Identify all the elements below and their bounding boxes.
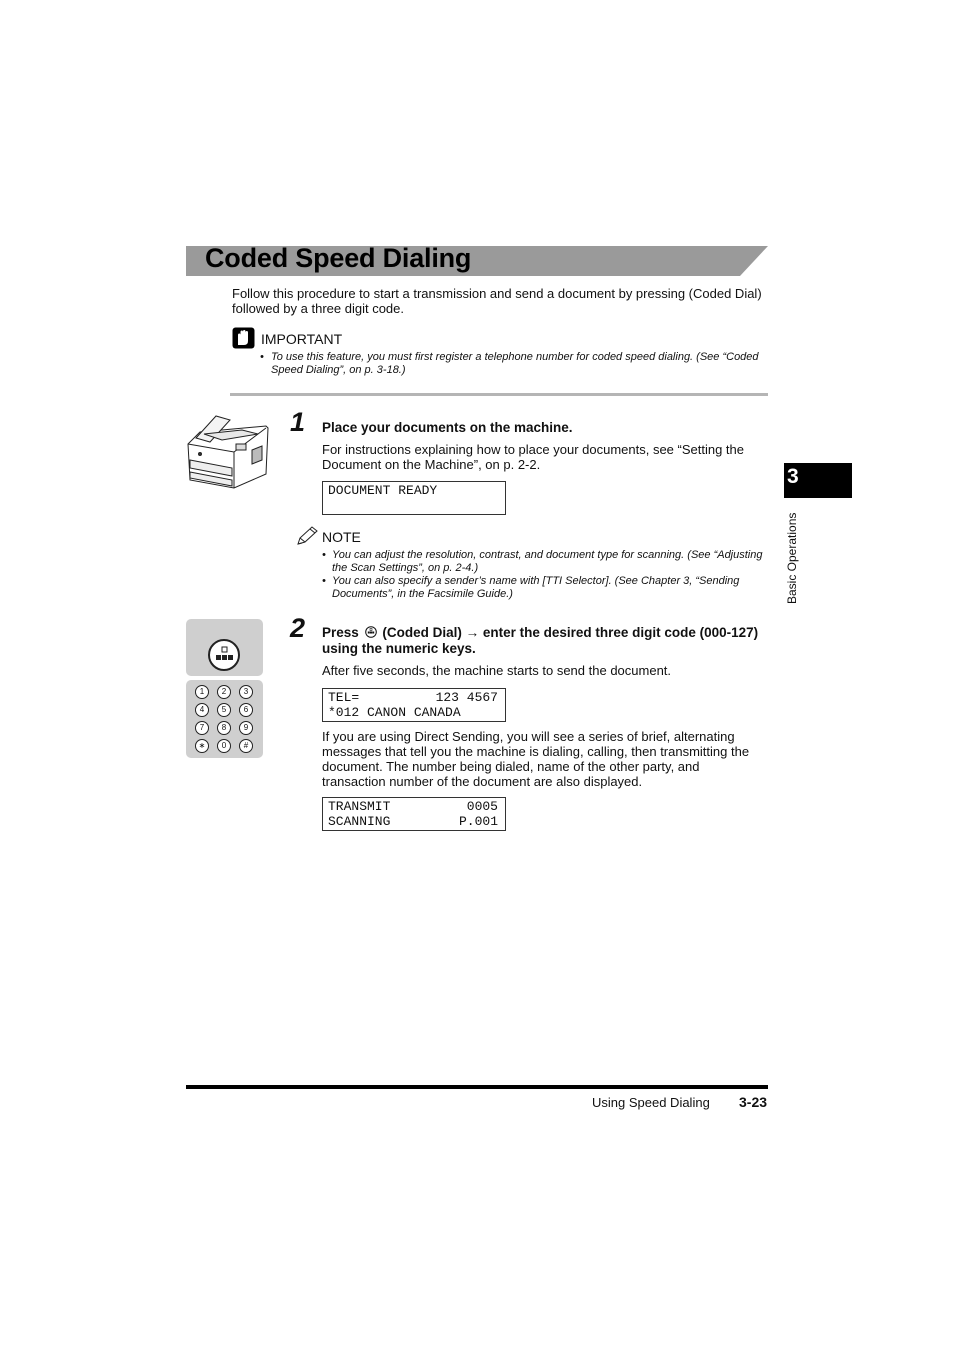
pencil-icon	[296, 526, 318, 546]
footer-section-title: Using Speed Dialing	[592, 1095, 710, 1110]
keypad-key-3: 3	[239, 685, 253, 699]
important-bullet: To use this feature, you must first register a telephone number for coded speed dialing. (See “Coded Speed Dialing”, on p. 3-18.)	[271, 351, 759, 376]
lcd-line-2-right: P.001	[458, 814, 498, 829]
step-text: After five seconds, the machine starts to send the document.	[322, 663, 672, 678]
important-label: IMPORTANT	[261, 331, 343, 347]
numeric-keypad	[186, 680, 263, 758]
lcd-line-1: DOCUMENT READY	[328, 483, 438, 498]
keypad-key-star: ∗	[195, 739, 209, 753]
step-text: For instructions explaining how to place your documents, see “Setting the Document on the Machine”, on p. 2-2.	[322, 442, 745, 472]
page-title: Coded Speed Dialing	[205, 243, 472, 273]
intro-paragraph: Follow this procedure to start a transmission and send a document by pressing (Coded Dial) followed by a three digit code.	[232, 286, 762, 316]
lcd-display	[322, 481, 506, 515]
keypad-key-0: 0	[217, 739, 231, 753]
lcd-line-1: TEL=	[328, 690, 360, 705]
lcd-line-1: TRANSMIT	[328, 799, 391, 814]
lcd-line-1-right: 0005	[466, 799, 498, 814]
lcd-line-2: SCANNING	[328, 814, 391, 829]
bullet-marker: •	[322, 575, 326, 587]
keypad-key-8: 8	[217, 721, 231, 735]
keypad-key-4: 4	[195, 703, 209, 717]
step-number: 2	[290, 613, 306, 643]
lcd-display	[322, 797, 506, 831]
keypad-key-5: 5	[217, 703, 231, 717]
step-heading	[322, 625, 762, 657]
keypad-key-hash: #	[239, 739, 253, 753]
note-bullet: You can also specify a sender’s name with [TTI Selector]. (See Chapter 3, “Sending Documents”, in the Facsimile Guide.)	[332, 575, 740, 600]
note-label: NOTE	[322, 529, 361, 545]
step-number: 1	[290, 407, 306, 437]
keypad-key-1: 1	[195, 685, 209, 699]
keypad-key-6: 6	[239, 703, 253, 717]
coded-dial-key-icon	[207, 638, 241, 672]
section-divider	[230, 393, 768, 396]
footer-rule	[186, 1085, 768, 1089]
keypad-key-9: 9	[239, 721, 253, 735]
step-text-secondary: If you are using Direct Sending, you will see a series of brief, alternating messages that tell you the machine is dialing, calling, then transmitting the document. The number being dialed, name of the other party, and transaction number of the document are also displayed.	[322, 729, 750, 789]
bullet-marker: •	[260, 351, 264, 363]
lcd-line-2: *012 CANON CANADA	[328, 705, 461, 720]
hand-stop-icon	[232, 327, 255, 349]
lcd-line-1-right: 123 4567	[435, 690, 498, 705]
bullet-marker: •	[322, 549, 326, 561]
fax-machine-illustration	[186, 414, 270, 494]
step-heading-press: Press	[322, 625, 359, 640]
lcd-display	[322, 688, 506, 722]
note-bullet: You can adjust the resolution, contrast, and document type for scanning. (See “Adjusting the Scan Settings”, on p. 2-4.)	[332, 549, 763, 574]
step-heading: Place your documents on the machine.	[322, 420, 573, 435]
step-heading-rest: (Coded Dial) → enter the desired three digit code (000-127) using the numeric keys.	[322, 625, 759, 656]
chapter-number: 3	[787, 465, 799, 488]
keypad-key-2: 2	[217, 685, 231, 699]
chapter-label: Basic Operations	[785, 512, 799, 604]
page-number: 3-23	[739, 1094, 768, 1110]
coded-dial-panel	[186, 619, 263, 676]
keypad-key-7: 7	[195, 721, 209, 735]
coded-dial-inline-icon	[365, 626, 377, 638]
